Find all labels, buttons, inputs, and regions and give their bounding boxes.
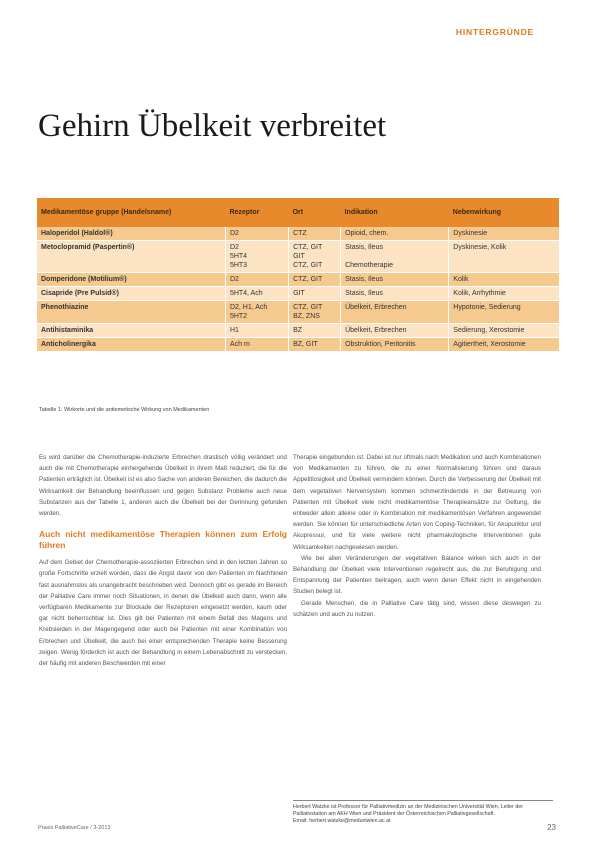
table-row (37, 227, 559, 241)
table-cell: Phenothiazine (41, 304, 89, 311)
footer-publication: Praxis PalliativeCare / 3-2013 (38, 825, 111, 831)
body-paragraph: Therapie eingebunden ist. Dabei ist nur oftmals nach Medikation und auch Kombinationen von Medikamenten zu führen, die zu einer Normalisierung führen und daraus Appetitlosigkeit und Übelkeit vermindern können. Durch die Verbesserung der Übelkeit mit dem vegetativen Nervensystem kommen schmerzlindernde in der Betreuung von Patienten mit Übelkeit viele nicht medikamentöse Therapieansätze zur Geltung, die entweder allein alleine oder in Kombination mit medikamentösen Verfahren angewendet werden. Sie können für unterschiedliche Arten von Coping-Techniken, für Akupunktur und Akupressur, und für viele weitere nicht pharmakologische Interventionen gute Wirksamkeiten nachgewiesen werden. (293, 454, 541, 551)
table-cell: Antihistaminika (41, 327, 94, 334)
table-cell: Übelkeit, Erbrechen (341, 301, 449, 324)
table-cell: D2, H1, Ach 5HT2 (225, 301, 288, 324)
table-cell: Agitiertheit, Xerostomie (449, 338, 559, 352)
table-cell: CTZ, GIT BZ, ZNS (289, 301, 341, 324)
table-cell: D2 (225, 273, 288, 287)
table-row (37, 241, 559, 273)
body-paragraph: Es wird darüber die Chemotherapie-induzierte Erbrechen drastisch völlig verändert und auch die mit Chemotherapie einhergehende Übelkeit in ihrem Maß reduziert, die für die Patienten erträglich ist. Übelkeit ist es also Sache von anderen Bereichen, die dadurch die Wirksamkeit der Behandlung beeinflussen und gegen Substanz Probleme auch neue Substanzen aus der Tabelle 1, anderen auch die Übelkeit bei der Gerinnung gefunden werden. (39, 454, 287, 518)
table-cell: Anticholinergika (41, 341, 96, 348)
table-cell: D2 (225, 227, 288, 241)
table-cell: Obstruktion, Peritonitis (341, 338, 449, 352)
table-row (37, 324, 559, 338)
table-cell: CTZ, GIT (289, 273, 341, 287)
body-paragraph: Auf dem Gebiet der Chemotherapie-assoziierten Erbrechen sind in den letzten Jahren so große Fortschritte erzielt worden, dass die Angst davor von den Patienten im Nachhinein fast ausnahmslos als unangebracht beschrieben wird. Dennoch gibt es gerade im Bereich der Palliative Care immer noch Situationen, in denen die Übelkeit auch dann, wenn alle verfügbaren Medikamente zur Blockade der Rezeptoren eingesetzt werden, kaum oder gar nicht beherrschbar ist. Dies gilt bei Patienten mit einem Befall des Magens und Krebsleiden in der Magengegend oder auch bei Patienten mit einer Kombination von Erbrechen und Übelkeit, die auch bei einer entsprechenden Therapie keine Besserung zeigen. Wenig förderlich ist auch der Behandlung in einem Lebenabschnitt zu verstecken, der häufig mit anderen Beschwerden mit einer (39, 559, 287, 668)
table-row (37, 301, 559, 324)
table-cell: 5HT4, Ach (225, 287, 288, 301)
body-paragraph: Gerade Menschen, die in Palliative Care tätig sind, wissen diese deswegen zu schätzen und auch zu nutzen. (293, 599, 541, 618)
table-row (37, 273, 559, 287)
table-cell: Stasis, Ileus Chemotherapie (341, 241, 449, 273)
table-cell: Kolik (449, 273, 559, 287)
table-caption: Tabelle 1: Wirkorte und die antiemetische Wirkung von Medikamenten (39, 407, 210, 413)
table-cell: BZ (289, 324, 341, 338)
table-cell: CTZ (289, 227, 341, 241)
table-cell: Stasis, Ileus (341, 273, 449, 287)
page-title: Gehirn Übelkeit verbreitet (38, 108, 387, 144)
table-cell: Domperidone (Motilium®) (41, 276, 127, 283)
table-cell: D2 5HT4 5HT3 (225, 241, 288, 273)
page-number: 23 (547, 823, 556, 832)
table-cell: BZ, GIT (289, 338, 341, 352)
author-email: Email: herbert.watzke@meduniwien.ac.at (293, 818, 391, 824)
table-cell: Ach m (225, 338, 288, 352)
medication-table (37, 198, 559, 352)
table-cell: Stasis, Ileus (341, 287, 449, 301)
table-cell: Haloperidol (Haldol®) (41, 230, 113, 237)
table-cell: Metoclopramid (Paspertin®) (41, 244, 135, 251)
table-cell: Dyskinesie, Kolik (449, 241, 559, 273)
table-cell: H1 (225, 324, 288, 338)
table-cell: Cisapride (Pre Pulsid®) (41, 290, 119, 297)
table-cell: Hypotonie, Sedierung (449, 301, 559, 324)
section-subheading: Auch nicht medikamentöse Therapien können zum Erfolg führen (39, 529, 287, 551)
author-info-box (293, 800, 553, 825)
table-header-cell: Indikation (341, 198, 449, 227)
table-cell: CTZ, GIT GIT CTZ, GIT (289, 241, 341, 273)
table-cell: Übelkeit, Erbrechen (341, 324, 449, 338)
table-header-cell: Medikamentöse gruppe (Handelsname) (37, 198, 225, 227)
table-row (37, 287, 559, 301)
right-column (293, 452, 541, 620)
author-bio: Herbert Watzke ist Professor für Palliativmedizin an der Medizinischen Universität Wien, Leiter der Palliativstation am AKH Wien und Präsident der Österreichischen Palliativgesellschaft. (293, 804, 524, 817)
body-paragraph: Wie bei allen Veränderungen der vegetativen Balance wirken sich auch in der Behandlung der Übelkeit viele Interventionen regelrecht aus, die zur Beruhigung und Entspannung der Patienten beitragen, auch wenn deren Effekt nicht in eingehenden Studien belegt ist. (293, 554, 541, 596)
table-cell: Sedierung, Xerostomie (449, 324, 559, 338)
table-header-cell: Rezeptor (225, 198, 288, 227)
left-column (39, 452, 287, 669)
section-label: HINTERGRÜNDE (455, 27, 534, 37)
table-cell: Dyskinesie (449, 227, 559, 241)
table-cell: Kolik, Arrhythmie (449, 287, 559, 301)
table-cell: Opioid, chem. (341, 227, 449, 241)
table-cell: GIT (289, 287, 341, 301)
table-header-cell: Ort (289, 198, 341, 227)
table-header-cell: Nebenwirkung (449, 198, 559, 227)
table-header-row (37, 198, 559, 227)
table-row (37, 338, 559, 352)
